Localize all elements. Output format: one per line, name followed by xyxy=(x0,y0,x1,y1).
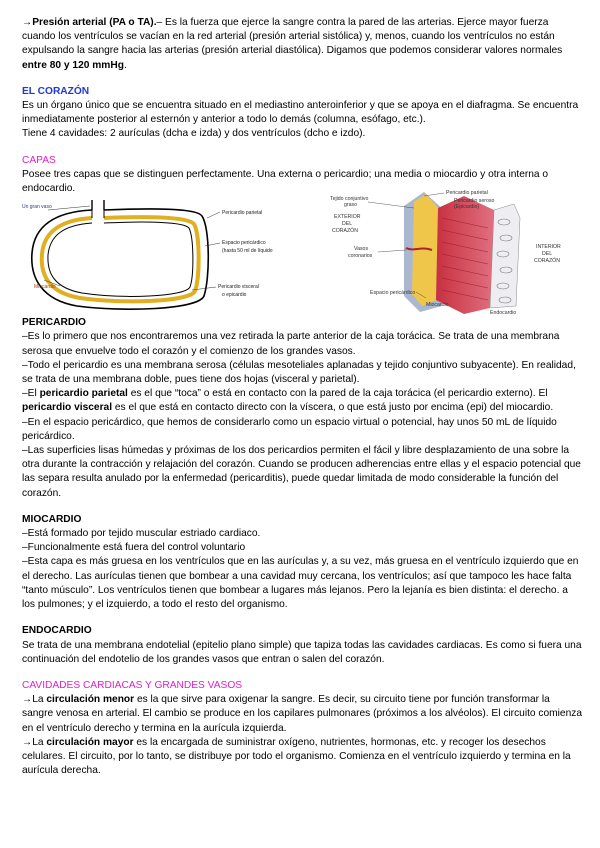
intro-text: – Es la fuerza que ejerce la sangre contra la pared de las arterias. Ejerce mayor fuerza cuando los ventrículos se vacían en la red arterial (presión arterial sistólica) y, menos, cuando los ventrículos no están expulsando la sangre hacia las arterias (presión arterial diastólica). Digamos que podemos considerar valores normales xyxy=(22,17,563,57)
text-span: –El xyxy=(22,388,40,400)
leader-line xyxy=(378,250,406,252)
heading-cavidades: CAVIDADES CARDIACAS Y GRANDES VASOS xyxy=(22,679,243,691)
text-span: es el que está en contacto directo con la víscera, o que está justo por encima (epi) del miocardio. xyxy=(112,402,554,414)
miocardio-paragraph-3: –Esta capa es más gruesa en los ventrículos que en las aurículas y, a su vez, más gruesa en el ventrículo izquierdo que en el derecho. Las aurículas tienen que bombear a una cavidad muy cercana, los ventrículos; así que tampoco les hace falta “tanto músculo”. Los ventrículos tienen que bombear a lugares más lejanos. Pero la lejanía es bien distinta: el derecho. a los pulmones; y el izquierdo, a todo el resto del organismo. xyxy=(22,556,579,611)
label-interior: INTERIOR xyxy=(536,244,561,251)
label-del-2: DEL xyxy=(542,251,553,258)
arrow-bullet: → xyxy=(22,17,33,28)
label-espacio-sub: (hasta 50 ml de líquido xyxy=(222,248,273,255)
spacer xyxy=(22,73,582,85)
intro-paragraph xyxy=(22,16,582,73)
pericardio-paragraph-4: –En el espacio pericárdico, que hemos de considerarlo como un espacio virtual o potencial, hay unos 50 mL de líquido pericárdico. xyxy=(22,416,557,442)
intro-end: . xyxy=(123,59,127,71)
myocardium-block xyxy=(436,196,494,314)
label-tejido-conjuntivo: Tejido conjuntivo xyxy=(330,196,369,203)
vessel-junction xyxy=(92,210,104,218)
leader-line xyxy=(424,193,444,196)
cavidades-paragraph-2 xyxy=(22,736,582,779)
document-page xyxy=(22,16,582,778)
label-espacio-2: Espacio pericárdico xyxy=(370,290,416,297)
capas-paragraph: Posee tres capas que se distinguen perfectamente. Una externa o pericardio; una media o miocardio y otra interna o endocardio. xyxy=(22,168,549,195)
term-circulacion-menor: circulación menor xyxy=(46,694,135,706)
heading-capas: CAPAS xyxy=(22,154,56,166)
text-span: es el que “toca” o está en contacto con la pared de la caja torácica (el pericardio externo). El xyxy=(127,388,548,400)
label-vasos: Vasos xyxy=(354,246,369,253)
heading-pericardio: PERICARDIO xyxy=(22,317,86,329)
heading-miocardio: MIOCARDIO xyxy=(22,513,82,525)
spacer xyxy=(22,667,582,679)
spacer xyxy=(22,612,582,624)
corazon-paragraph-2: Tiene 4 cavidades: 2 aurículas (dcha e izda) y dos ventrículos (dcho e izdo). xyxy=(22,128,366,140)
label-pericardio-parietal: Pericardio parietal xyxy=(222,210,263,217)
visceral-pericardium-line xyxy=(48,222,193,296)
intro-values: entre 80 y 120 mmHg xyxy=(22,59,124,71)
label-corazon-2: CORAZÓN xyxy=(534,258,560,265)
parietal-pericardium-line xyxy=(32,209,208,309)
pericardio-paragraph-1: –Es lo primero que nos encontraremos una vez retirada la parte anterior de la caja torácica. Se trata de una membrana serosa que envuelve todo el corazón y el comienzo de los grandes vasos. xyxy=(22,331,560,357)
label-miocardio: Miocardio xyxy=(34,284,56,291)
spacer xyxy=(22,142,582,154)
label-pericardio-parietal-2: Pericardio parietal xyxy=(446,190,488,197)
heart-wall-illustration xyxy=(314,188,578,318)
endocardio-paragraph: Se trata de una membrana endotelial (epitelio plano simple) que tapiza todas las cavidades cardiacas. Es como si fuera una continuación del endotelio de los grandes vasos que entran o salen del corazón. xyxy=(22,639,582,665)
label-pericardio-seroso: Pericardio seroso xyxy=(454,198,495,205)
great-vessel-line xyxy=(92,200,104,210)
heading-endocardio: ENDOCARDIO xyxy=(22,625,92,637)
label-endocardio: Endocardio xyxy=(490,310,517,317)
text-span: es la que sirve para oxigenar la sangre. Es decir, su circuito tiene por función transformar la sangre venosa en arterial. El cambio se produce en los capilares pulmonares (próximos a los alvéolos). El circuito comienza en el ventrículo derecho y termina en la aurícula izquierda. xyxy=(22,694,583,734)
label-coronarios: coronarios xyxy=(348,253,373,260)
pericardio-paragraph-5: –Las superficies lisas húmedas y próximas de los dos pericardios permiten el fácil y libre desplazamiento de una sobre la otra durante la contracción y relajación del corazón. Cuando se producen adherencias entre ellas y el espacio potencial que las separa resulta anulado por la enfermedad (pericarditis), puede quedar limitada de modo considerable la función del corazón. xyxy=(22,445,581,499)
coronary-vessel xyxy=(406,248,432,250)
text-span: es la encargada de suministrar oxígeno, nutrientes, hormonas, etc. y recoger los desechos celulares. El circuito, por lo tanto, se distribuye por todo el organismo. Comienza en el ventrículo izquierdo y termina en la aurícula derecha. xyxy=(22,736,571,777)
arrow-bullet: →La xyxy=(22,736,47,748)
pericardium-diagram xyxy=(22,198,304,316)
label-graso: graso xyxy=(344,202,357,209)
label-gran-vaso: Un gran vaso xyxy=(22,204,52,211)
label-pericardio-visceral: Pericardio visceral xyxy=(218,284,259,291)
label-espacio-pericardico: Espacio pericárdico xyxy=(222,240,266,247)
spacer xyxy=(22,501,582,513)
label-o-epicardio: o epicardio xyxy=(222,292,247,299)
arrow-bullet: →La xyxy=(22,694,47,706)
term-pericardio-parietal: pericardio parietal xyxy=(39,388,128,400)
label-del: DEL xyxy=(342,221,353,228)
corazon-paragraph-1: Es un órgano único que se encuentra situado en el mediastino anteroinferior y que se apoya en el diafragma. Se encuentra inmediatamente posterior al esternón y anterior a todo lo demás (columna, esófago, etc.). xyxy=(22,100,579,126)
endocardium-surface xyxy=(490,204,520,308)
term-circulacion-mayor: circulación mayor xyxy=(46,736,134,748)
label-exterior: EXTERIOR xyxy=(334,214,361,221)
figures-row xyxy=(22,190,582,317)
label-miocardio-2: Miocardio xyxy=(426,302,449,309)
heading-corazon: EL CORAZÓN xyxy=(22,85,90,97)
leader-line xyxy=(207,212,220,218)
label-epicardio: (Epicardio) xyxy=(454,204,480,211)
label-corazon: CORAZÓN xyxy=(332,228,358,235)
pericardio-paragraph-2: –Todo el pericardio es una membrana serosa (células mesoteliales aplanadas y tejido conjuntivo subyacente). En realidad, se trata de una membrana doble, pues tiene dos hojas (visceral y parietal). xyxy=(22,359,576,386)
leader-line xyxy=(48,206,90,210)
miocardio-paragraph-2: –Funcionalmente está fuera del control voluntario xyxy=(22,542,246,554)
cavidades-paragraph-1 xyxy=(22,693,582,736)
miocardio-paragraph-1: –Está formado por tejido muscular estriado cardiaco. xyxy=(22,528,261,540)
intro-term: Presión arterial (PA o TA). xyxy=(32,17,157,28)
pericardio-paragraph-3 xyxy=(22,387,582,415)
term-pericardio-visceral: pericardio visceral xyxy=(22,402,113,414)
